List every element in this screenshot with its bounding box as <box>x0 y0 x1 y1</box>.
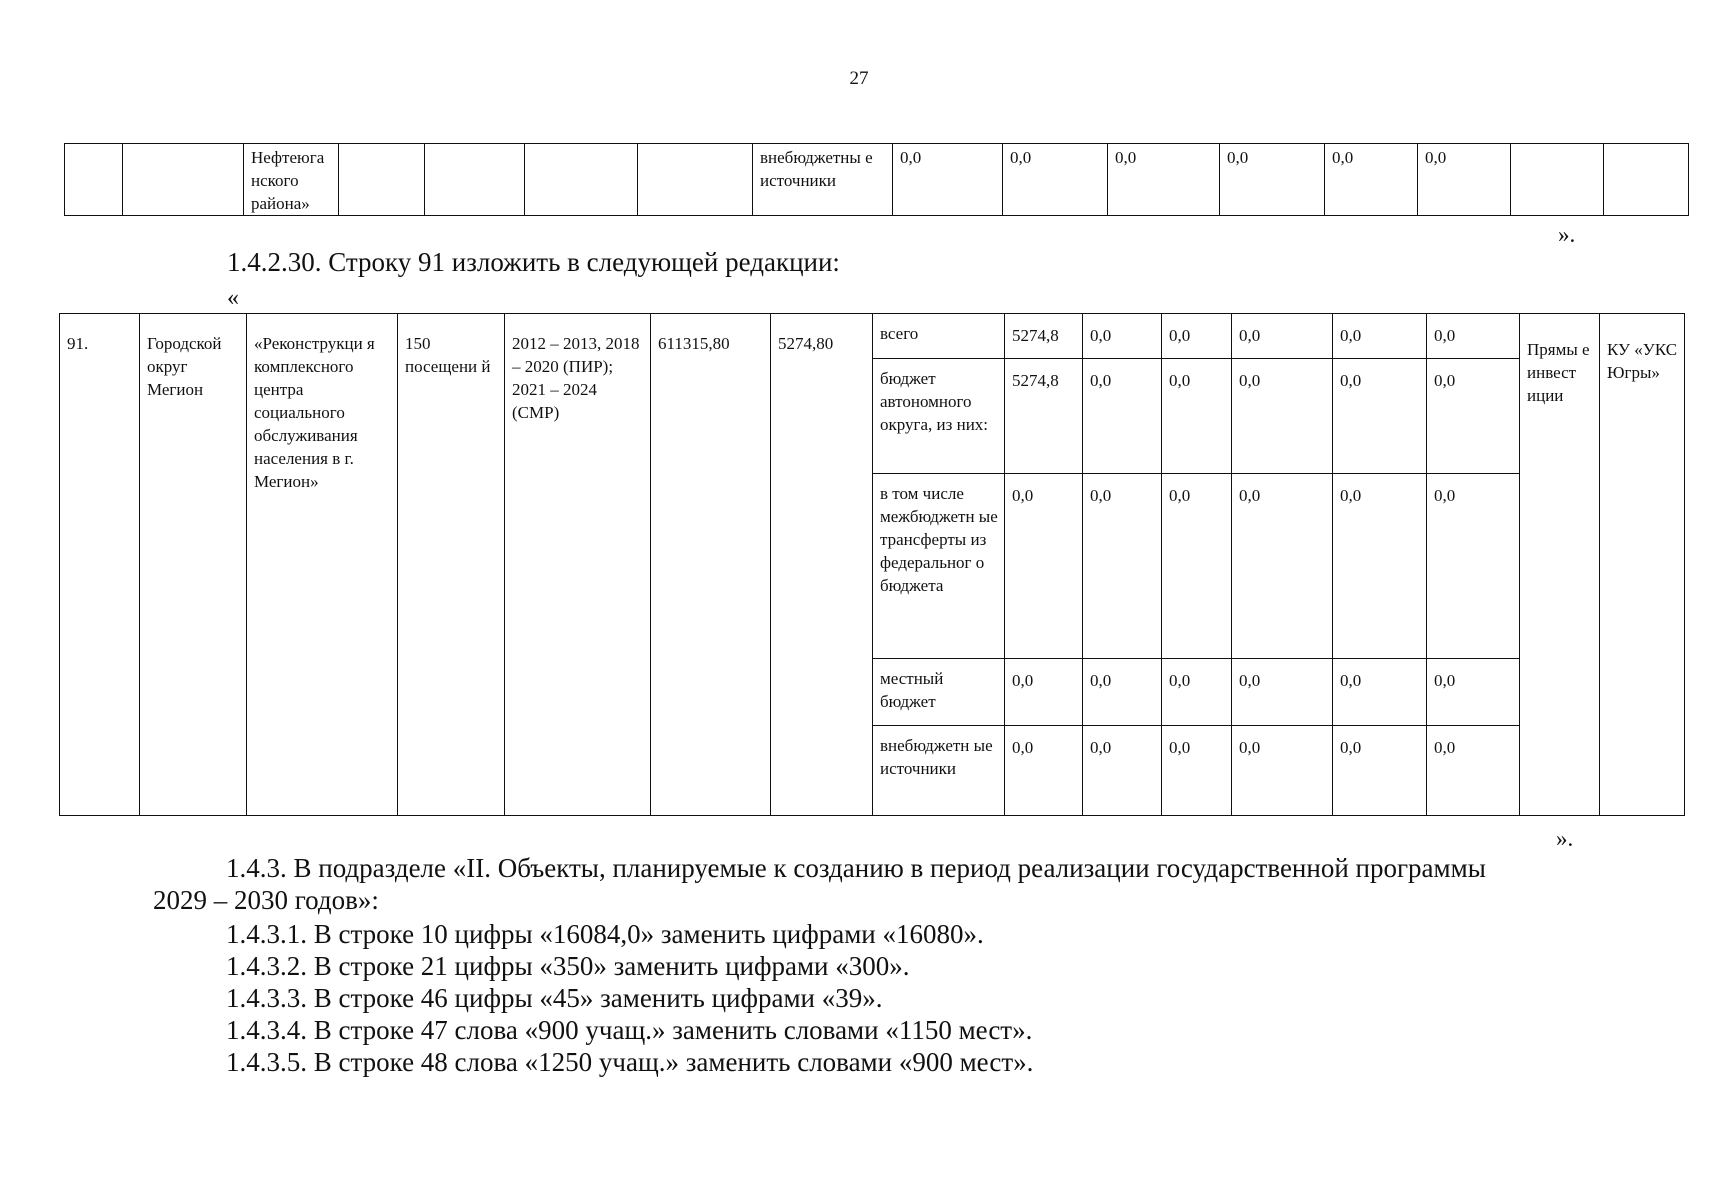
continuation-table <box>64 143 1689 216</box>
value-cell: 0,0 <box>1333 474 1427 659</box>
investment-type-cell: Прямы е инвест иции <box>1520 314 1600 816</box>
table-cell: внебюджетны е источники <box>753 144 893 216</box>
table-cell: 0,0 <box>1418 144 1511 216</box>
value-cell: 0,0 <box>1083 726 1162 816</box>
value-cell: 0,0 <box>1162 359 1232 474</box>
table-cell: 0,0 <box>1108 144 1220 216</box>
value-cell: 0,0 <box>1427 474 1520 659</box>
category-cell: местный бюджет <box>873 659 1005 726</box>
paragraph: 1.4.3.3. В строке 46 цифры «45» заменить цифрами «39». <box>226 983 883 1013</box>
value-cell: 0,0 <box>1232 726 1333 816</box>
opening-quote: « <box>227 285 239 311</box>
closing-quote: ». <box>1556 826 1574 851</box>
value-cell: 0,0 <box>1005 659 1083 726</box>
table-cell <box>525 144 638 216</box>
table-cell: 0,0 <box>1220 144 1325 216</box>
total-cost-cell: 611315,80 <box>651 314 771 816</box>
section-heading: 1.4.2.30. Строку 91 изложить в следующей редакции: <box>227 247 840 277</box>
table-cell <box>1604 144 1689 216</box>
table-cell <box>123 144 244 216</box>
category-cell: всего <box>873 314 1005 359</box>
value-cell: 0,0 <box>1232 659 1333 726</box>
table-cell <box>65 144 123 216</box>
paragraph: 1.4.3. В подразделе «II. Объекты, планируемые к созданию в период реализации государственной программы <box>226 853 1486 883</box>
value-cell: 0,0 <box>1232 359 1333 474</box>
table-cell <box>638 144 753 216</box>
value-cell: 0,0 <box>1333 359 1427 474</box>
table-cell: 0,0 <box>893 144 1003 216</box>
value-cell: 0,0 <box>1162 474 1232 659</box>
value-cell: 0,0 <box>1083 659 1162 726</box>
category-cell: в том числе межбюджетн ые трансферты из федеральног о бюджета <box>873 474 1005 659</box>
value-cell: 0,0 <box>1427 359 1520 474</box>
value-cell: 0,0 <box>1083 474 1162 659</box>
value-cell: 0,0 <box>1427 726 1520 816</box>
value-cell: 0,0 <box>1162 314 1232 359</box>
customer-cell: КУ «УКС Югры» <box>1600 314 1685 816</box>
value-cell: 5274,8 <box>1005 314 1083 359</box>
table-cell <box>1511 144 1604 216</box>
table-row <box>60 314 1685 359</box>
category-cell: бюджет автономного округа, из них: <box>873 359 1005 474</box>
closing-quote: ». <box>1558 222 1576 247</box>
page-number: 27 <box>849 68 869 89</box>
table-cell: 0,0 <box>1003 144 1108 216</box>
value-cell: 0,0 <box>1333 659 1427 726</box>
table-cell <box>425 144 525 216</box>
value-cell: 0,0 <box>1005 726 1083 816</box>
value-cell: 0,0 <box>1427 314 1520 359</box>
municipality-cell: Городской округ Мегион <box>140 314 247 816</box>
table-cell: Нефтеюга нского района» <box>244 144 339 216</box>
capacity-cell: 150 посещени й <box>398 314 505 816</box>
table-cell: 0,0 <box>1325 144 1418 216</box>
period-cell: 2012 – 2013, 2018 – 2020 (ПИР); 2021 – 2024 (СМР) <box>505 314 651 816</box>
paragraph: 1.4.3.4. В строке 47 слова «900 учащ.» заменить словами «1150 мест». <box>226 1015 1033 1045</box>
table-cell <box>339 144 425 216</box>
value-cell: 0,0 <box>1232 474 1333 659</box>
value-cell: 0,0 <box>1333 314 1427 359</box>
object-table <box>59 313 1685 816</box>
category-cell: внебюджетн ые источники <box>873 726 1005 816</box>
value-cell: 0,0 <box>1162 659 1232 726</box>
value-cell: 0,0 <box>1333 726 1427 816</box>
row-number-cell: 91. <box>60 314 140 816</box>
paragraph: 1.4.3.2. В строке 21 цифры «350» заменить цифрами «300». <box>226 951 910 981</box>
object-name-cell: «Реконструкци я комплексного центра социального обслуживания населения в г. Мегион» <box>247 314 398 816</box>
paragraph: 1.4.3.1. В строке 10 цифры «16084,0» заменить цифрами «16080». <box>226 919 984 949</box>
value-cell: 0,0 <box>1083 359 1162 474</box>
paragraph: 1.4.3.5. В строке 48 слова «1250 учащ.» заменить словами «900 мест». <box>226 1047 1034 1077</box>
value-cell: 0,0 <box>1232 314 1333 359</box>
remaining-cost-cell: 5274,80 <box>771 314 873 816</box>
value-cell: 5274,8 <box>1005 359 1083 474</box>
table-row <box>65 144 1689 216</box>
value-cell: 0,0 <box>1162 726 1232 816</box>
value-cell: 0,0 <box>1083 314 1162 359</box>
value-cell: 0,0 <box>1005 474 1083 659</box>
value-cell: 0,0 <box>1427 659 1520 726</box>
paragraph: 2029 – 2030 годов»: <box>153 885 379 915</box>
